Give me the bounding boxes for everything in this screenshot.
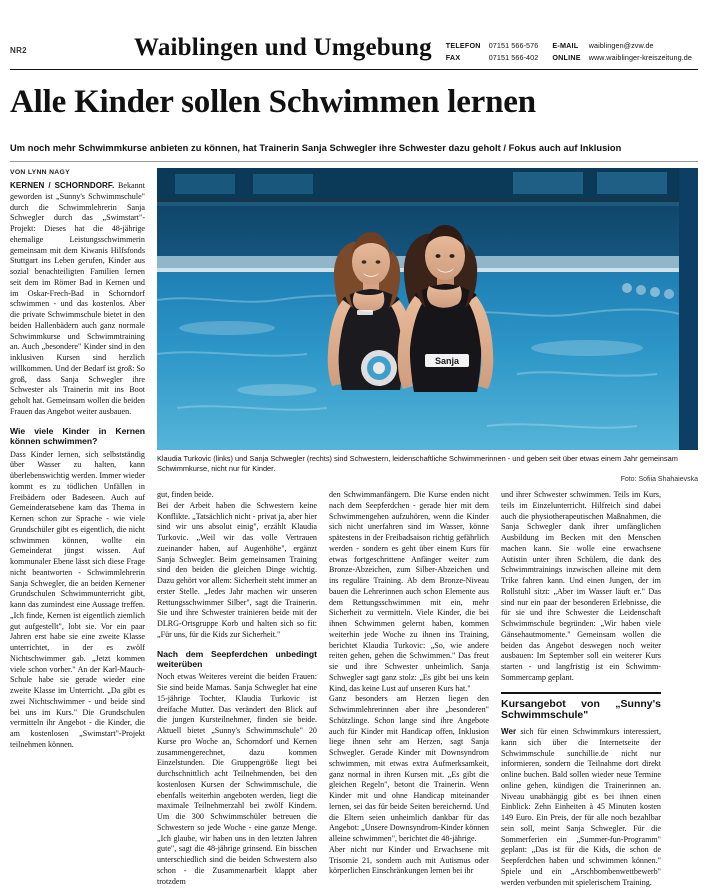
article-top-area <box>10 168 698 888</box>
column-1 <box>10 168 145 888</box>
col1-subheading: Wie viele Kinder in Kernen können schwimmen? <box>10 425 145 447</box>
contact-value-email: waiblingen@zvw.de <box>588 41 654 50</box>
col4-paragraph-1: und ihrer Schwester schwimmen. Teils im Kurs, teils im Einzelunterricht. Hilfreich sind dabei auch die physiotherapeutischen Maßnahmen, die Sanja Schwegler dank ihrer umfänglichen Ausbildung im Becken mit den Menschen machen kann. Sie wolle eine erwachsene Autistin unter ihren Schülern, die dank des Schwimmtrainings inzwischen alleine mit dem Trike fahren kann. Und einen Jungen, der im Rollstuhl sitzt: „Aber im Wasser läuft er." Das sind nur ein paar der besonderen Erlebnisse, die für sie und ihre Schwester die Leidenschaft Schwimmschule begründen: „Wir haben viele Gänsehautmomente." Gemeinsam wollen die beiden das Angebot deswegen noch weiter ausbauen: Im September soll ein weiterer Kurs starten - und langfristig ist ein Schwimm-Sommercamp geplant. <box>500 490 661 682</box>
masthead-contact <box>446 34 692 63</box>
col2-paragraph-2: Bei der Arbeit haben die Schwestern keine Konflikte. „Tatsächlich nicht - privat ja, aber hier sind wir uns absolut einig", erzählt Klaudia Turkovic. „Weil wir das volle Vertrauen zueinander haben, auf Augenhöhe", ergänzt Sanja Schwegler. Beim gemeinsamen Training sind den beiden die gleichen Dinge wichtig. Dazu gehört vor allem: Sicherheit steht immer an erster Stelle. „Jedes Jahr machen wir unseren Rettungsschwimmer Silber", sagt die Trainerin. Sie und ihre Schwester trainieren beide mit der DLRG-Ortsgruppe Korb und halten sich so fit: „Für uns, für die Kids zur Sicherheit." <box>156 500 317 639</box>
contact-label-telefon: TELEFON <box>445 41 481 50</box>
info-box-text <box>501 727 661 888</box>
pool-badge <box>361 350 397 386</box>
col2-paragraph-1: gut, finden beide. <box>156 490 214 500</box>
masthead <box>10 0 698 70</box>
article-lower-columns <box>157 490 698 888</box>
contact-label-fax: FAX <box>445 53 461 63</box>
photo-caption: Klaudia Turkovic (links) und Sanja Schwegler (rechts) sind Schwestern, leidenschaftliche Schwimmerinnen - und geben seit über etwas einem Jahr gemeinsam Schwimmkurse, nicht nur für Kinder. <box>156 454 678 474</box>
info-box <box>501 692 661 888</box>
dateline: KERNEN / SCHORNDORF. <box>10 181 115 191</box>
page-marker: NR2 <box>10 46 27 55</box>
col2-subheading: Nach dem Seepferdchen unbedingt weiterüben <box>156 648 317 669</box>
svg-text:Sanja: Sanja <box>434 356 459 367</box>
col2-paragraph-3: Noch etwas Weiteres vereint die beiden Frauen: Sie sind beide Mamas. Sanja Schwegler hat eine 15-jährige Tochter, Klaudia Turkovic ist dreifache Mutter. Das verändert den Blick auf die jungen Kursteilnehmer, finden sie beide. Aktuell bietet „Sunny's Schwimmschule" 20 Kurse pro Woche an, Schorndorf und Kernen zusammengerechnet, dazu kommen Einzelstunden. Die Gruppengröße liegt bei durchschnittlich acht Teilnehmenden, bei den kostenlosen Kursen der Schwimmschule, die ebenfalls weiterhin angeboten werden, liegt die maximale Teilnehmerzahl bei zwölf Kindern. Um die 300 Schwimmschüler betreuen die Schwestern so jede Woche - eine ganze Menge. „Ich glaube, wir haben uns in den letzten Jahren gute", sagt die 48-jährige grinsend. Ein bisschen unterschiedlich sind die beiden Schwestern also schon - die Zusammenarbeit klappt aber trotzdem <box>156 672 317 886</box>
article-photo <box>157 168 698 450</box>
col3-paragraph-3: Aber nicht nur Kinder und Erwachsene mit Trisomie 21, sondern auch mit Autismus oder körperlichen Einschränkungen lernen bei ihr <box>328 844 489 876</box>
photo-area <box>157 168 698 888</box>
col1-paragraph-2: Dass Kinder lernen, sich selbstständig über Wasser zu halten, kann überlebenswichtig werden. Immer wieder kommt es zu tödlichen Unfällen in Freibädern oder Badeseen. Auch auf Gemeinderatsebene kam das Thema in Kernen schon zur Sprache - wie viele Grundschüler gibt es eigentlich, die nicht schwimmen können, wollte ein Gemeinderat jüngst wissen. Auf kommunaler Ebene lässt sich diese Frage nicht beantworten - Schwimmlehrerin Sanja Schwegler, die an beiden Kernener Grundschulen Schwimmunterricht gibt, kann das zumindest eine Aussage treffen. „Ich finde, Kernen ist eigentlich ziemlich gut aufgestellt", lobt sie. Vor ein paar Jahren erst habe sie eine zweite Klasse unterrichtet, in der es zwölf Nichtschwimmer gab. „Jetzt kommen viele schon vorher." An der Karl-Mauch-Schule habe sie gerade wieder eine zweite Klasse im Unterricht. „Da gibt es zwei Nichtschwimmer - und beide sind bei uns im Kurs." Die Grundschulen vermitteln ihr Angebot - die Kinder, die am kostenlosen „Swimstart"-Projekt teilnehmen können. <box>10 449 145 749</box>
byline: VON LYNN NAGY <box>10 169 70 177</box>
divider <box>10 161 698 162</box>
col1-paragraph-1 <box>10 181 145 418</box>
page-title: Alle Kinder sollen Schwimmen lernen <box>10 84 536 121</box>
column-3 <box>329 490 489 888</box>
masthead-title: Waiblingen und Umgebung <box>134 34 432 61</box>
photo-credit: Foto: Sofiia Shahaievska <box>620 476 698 484</box>
contact-block-phone <box>446 40 539 63</box>
contact-value-online: www.waiblinger-kreiszeitung.de <box>588 53 692 63</box>
photo-illustration <box>157 168 679 450</box>
col3-paragraph-1: den Schwimmanfängern. Die Kurse enden nicht nach dem Seepferdchen - gerade hier mit dem Schwimmengehen aufzuhören, wenn die Kinder sich nicht unerfahren sind im Wasser, könne spätestens in der Freibadsaison richtig gefährlich werden - sondern es geht über einem Kurs für etwas fortgeschrittene Anfänger weiter zum Bronze-Abzeichen, zum Silber-Abzeichen und ins reguläre Training. Ab dem Bronze-Niveau bauen die Lehrerinnen auch schon Elemente aus dem Rettungsschwimmen mit ein, mehr Sicherheit zu vermitteln. Viele Kinder, die bei ihnen Schwimmen gelernt haben, kommen weiterhin jede Woche zu ihnen ins Training, berichtet Klaudia Turkovic: „So, wie andere reiten gehen, gehen die Schwimmen." Das freut sie und ihre Schwester unheimlich. Sanja Schwegler sagt ganz stolz: „Es gibt bei uns kein Kind, das keine Lust auf unseren Kurs hat." <box>328 490 489 693</box>
column-2 <box>157 490 317 888</box>
info-box-lead: Wer <box>500 727 517 737</box>
contact-value-telefon: 07151 566-576 <box>488 41 539 50</box>
contact-value-fax: 07151 566-402 <box>488 53 539 63</box>
col3-paragraph-2: Ganz besonders am Herzen liegen den Schwimmlehrerinnen aber ihre „besonderen" Schützlinge. Schon lange sind ihre Angebote auch für Kinder mit Handicap offen, Inklusion liege ihnen sehr am Herzen, sagt Sanja Schwegler. Gerade Kinder mit Downsyndrom schwimmen, mit etwas extra Aufmerksamkeit, ganz normal in ihren Kursen mit. „Es gibt die gleichen Regeln", betont die Trainerin. Wenn Kinder mit und ohne Handicap miteinander lernen, sei das für beide Seiten bereichernd. Und die Eltern seien unheimlich dankbar für das Angebot: „Unsere Downsyndrom-Kinder können alleine schwimmen", berichtet die 48-jährige. <box>328 694 489 844</box>
col1-p1-text: Bekannt geworden ist „Sunny's Schwimmschule" durch die Schwimmlehrerin Sanja Schwegler durch das „Swimstart"-Projekt: Dieses hat die 48-jährige ehemalige Leistungsschwimmerin gemeinsam mit dem Kiwanis Hilfsfonds Stuttgart ins Leben gerufen, Kinder aus sozial benachteiligten Familien lernen seit dem im Römer Bad in Kernen und im Oskar-Frech-Bad in Schorndorf schwimmen - und das kostenlos. Aber die private Schwimmschule bietet in den beiden Hallenbädern auch ganz normale Schwimmkurse und Schwimmtraining an. Auch „besondere" Kinder sind in den inklusiven Kursen sind herzlich willkommen. Und der Bedarf ist groß: So groß, dass Sanja Schwegler ihre Schwester als Trainerin mit ins Boot geholt hat. Gemeinsam wollen die beiden Frauen das Angebot weiter ausbauen. <box>10 181 145 416</box>
info-box-body: sich für einen Schwimmkurs interessiert, kann sich über die Internetseite der Schwimmschule sunchillie.de nicht nur informieren, sondern die Teilnahme dort direkt online buchen. Bald sollen wieder neue Termine online gehen, kündigen die Trainerinnen an. Niveau unabhängig gibt es bei ihnen einen Einblick: Zehn Einheiten à 45 Minuten kosten 149 Euro. Ein Preis, der für alle noch bezahlbar sein soll, meint Sanja Schwegler. Für die Sommerferien ein „Summer-fun-Programm" geplant: „Das ist für die Kids, die schon de Seepferdchen haben und schwimmen können." Spiele und ein „Arschbombenwettbewerb" werden verbunden mit spielerischem Training. <box>500 727 661 887</box>
contact-label-online: ONLINE <box>552 53 581 63</box>
info-box-title: Kursangebot von „Sunny's Schwimmschule" <box>500 697 661 722</box>
contact-block-online <box>552 40 692 63</box>
article-subhead: Um noch mehr Schwimmkurse anbieten zu können, hat Trainerin Sanja Schwegler ihre Schwester dazu geholt / Fokus auch auf Inklusion <box>10 143 622 154</box>
contact-label-email: E-MAIL <box>552 41 579 50</box>
column-4 <box>501 490 661 888</box>
